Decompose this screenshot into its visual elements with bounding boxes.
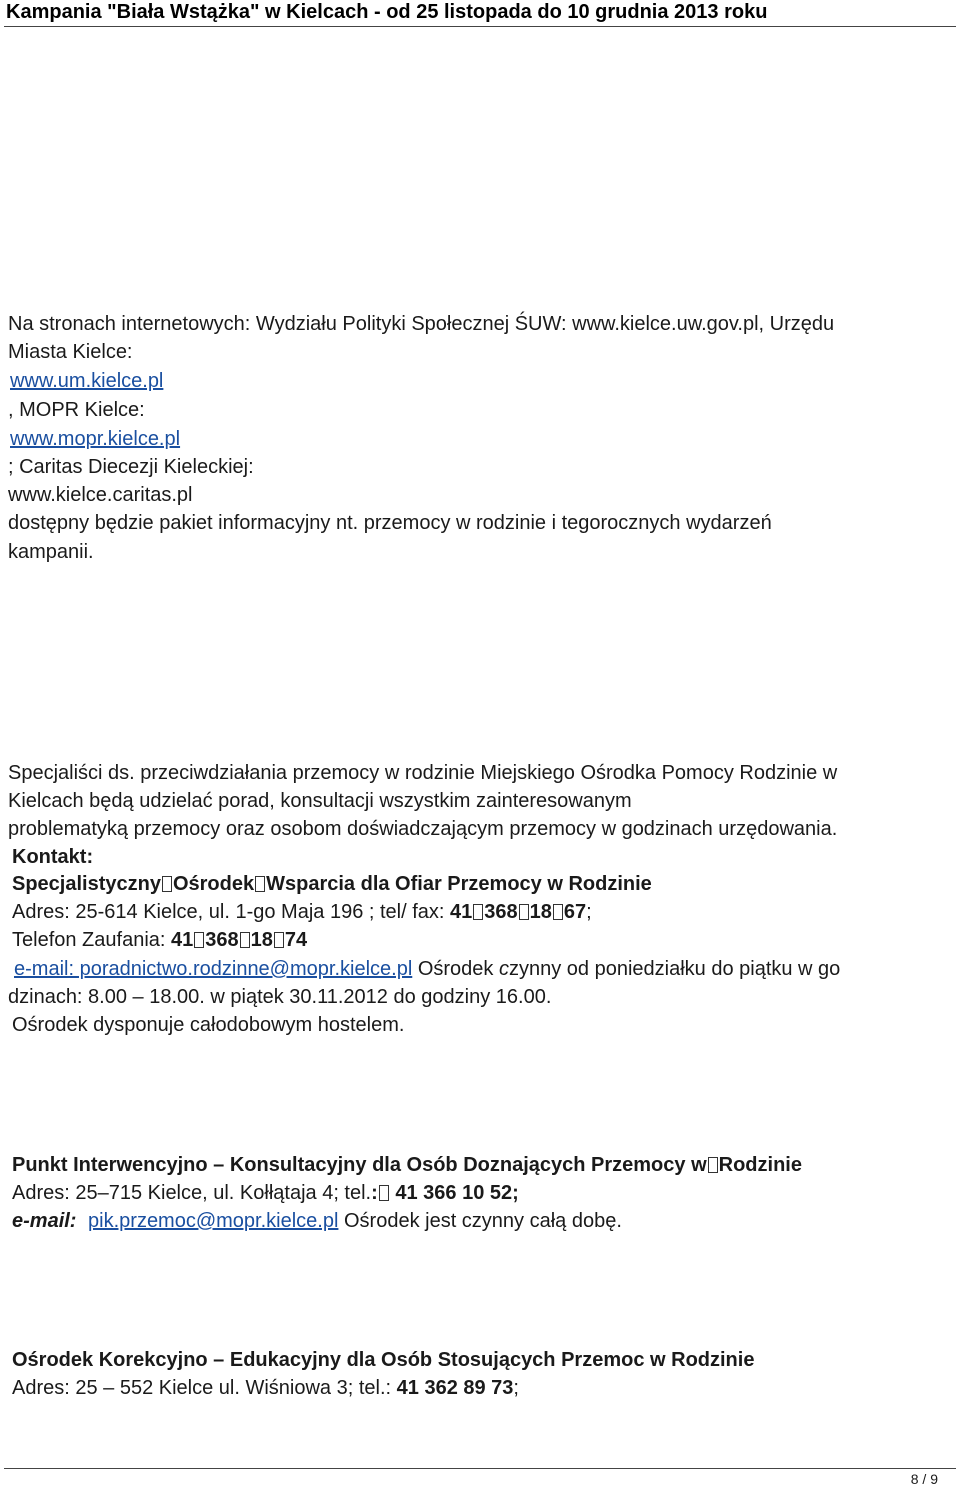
- punkt-phone: 41 366 10 52;: [389, 1182, 519, 1204]
- missing-glyph-icon: [162, 876, 172, 892]
- punkt-email-label: e-mail:: [12, 1210, 77, 1232]
- org-phone-part-2: 368: [484, 901, 518, 923]
- org-name-heading: [12, 872, 652, 896]
- header-divider: [4, 26, 956, 27]
- email-hours-line: [14, 957, 840, 981]
- hotline-part-2: 368: [205, 929, 239, 951]
- hostel-line: Ośrodek dysponuje całodobowym hostelem.: [12, 1014, 405, 1036]
- contact-label: Kontakt:: [12, 846, 94, 868]
- intro-line-6: dostępny będzie pakiet informacyjny nt. przemocy w rodzinie i tegorocznych wydarzeń: [8, 512, 772, 534]
- footer-divider: [4, 1468, 956, 1469]
- missing-glyph-icon: [194, 932, 204, 948]
- link-mopr-kielce[interactable]: www.mopr.kielce.pl: [10, 428, 181, 450]
- punkt-address-line: [12, 1181, 519, 1205]
- hours-text-a: Ośrodek: [412, 958, 499, 980]
- missing-glyph-icon: [708, 1157, 718, 1173]
- org-address-suffix: ;: [586, 901, 592, 923]
- punkt-open-text: Ośrodek jest czynny całą dobę.: [338, 1210, 622, 1232]
- specialists-line-3: problematyką przemocy oraz osobom doświadczającym przemocy w godzinach urzędowania.: [8, 818, 838, 840]
- org-name-part-2: Ośrodek: [172, 873, 255, 895]
- punkt-title-part-1: Punkt Interwencyjno – Konsultacyjny dla Osób Doznających Przemocy w: [12, 1154, 707, 1176]
- missing-glyph-icon: [240, 932, 250, 948]
- korekcyjny-address-suffix: ;: [513, 1377, 519, 1399]
- link-um-kielce[interactable]: www.um.kielce.pl: [10, 370, 164, 392]
- punkt-title-part-2: Rodzinie: [718, 1154, 802, 1176]
- intro-line-7: kampanii.: [8, 541, 94, 563]
- punkt-heading: [12, 1153, 802, 1177]
- intro-line-4: ; Caritas Diecezji Kieleckiej:: [8, 456, 254, 478]
- missing-glyph-icon: [519, 904, 529, 920]
- hotline-line: [12, 928, 307, 952]
- org-phone-part-3: 18: [529, 901, 552, 923]
- email-pik-link[interactable]: pik.przemoc@mopr.kielce.pl: [88, 1210, 339, 1232]
- org-phone-part-1: 41: [450, 901, 473, 923]
- intro-line-3: , MOPR Kielce:: [8, 399, 145, 421]
- punkt-address-colon: :: [371, 1182, 378, 1204]
- missing-glyph-icon: [553, 904, 563, 920]
- intro-line-5: www.kielce.caritas.pl: [8, 484, 193, 506]
- org-address-line: [12, 900, 592, 924]
- document-header-title: Kampania "Biała Wstążka" w Kielcach - od 25 listopada do 10 grudnia 2013 roku: [6, 1, 768, 23]
- korekcyjny-heading: Ośrodek Korekcyjno – Edukacyjny dla Osób Stosujących Przemoc w Rodzinie: [12, 1349, 755, 1371]
- hours-text-c: zynny od poniedziałku do piątku w go: [508, 958, 841, 980]
- hotline-part-1: 41: [171, 929, 194, 951]
- korekcyjny-phone: 41 362 89 73: [396, 1377, 514, 1399]
- intro-line-2: Miasta Kielce:: [8, 341, 133, 363]
- punkt-email-line: [12, 1209, 622, 1233]
- korekcyjny-address-text: Adres: 25 – 552 Kielce ul. Wiśniowa 3; tel.:: [12, 1377, 397, 1399]
- org-phone-part-4: 67: [563, 901, 587, 923]
- org-name-part-1: Specjalistyczny: [12, 873, 161, 895]
- email-poradnictwo-link[interactable]: e-mail: poradnictwo.rodzinne@mopr.kielce.pl: [14, 958, 413, 980]
- korekcyjny-address-line: [12, 1376, 519, 1400]
- missing-glyph-icon: [379, 1185, 389, 1201]
- missing-glyph-icon: [255, 876, 265, 892]
- specialists-line-1: Specjaliści ds. przeciwdziałania przemocy w rodzinie Miejskiego Ośrodka Pomocy Rodzinie w: [8, 762, 838, 784]
- page-number: 8 / 9: [910, 1471, 938, 1487]
- hotline-part-4: 74: [284, 929, 308, 951]
- hotline-part-3: 18: [250, 929, 273, 951]
- hotline-label: Telefon Zaufania:: [12, 929, 171, 951]
- hours-text-b: c: [498, 958, 509, 980]
- intro-line-1: Na stronach internetowych: Wydziału Polityki Społecznej ŚUW: www.kielce.uw.gov.pl, Urzędu: [8, 313, 835, 335]
- hours-line-2: dzinach: 8.00 – 18.00. w piątek 30.11.2012 do godziny 16.00.: [8, 986, 552, 1008]
- specialists-line-2: Kielcach będą udzielać porad, konsultacji wszystkim zainteresowanym: [8, 790, 632, 812]
- missing-glyph-icon: [274, 932, 284, 948]
- org-address-prefix: Adres: 25-614 Kielce, ul. 1-go Maja 196 ; tel/ fax:: [12, 901, 451, 923]
- punkt-address-text: Adres: 25–715 Kielce, ul. Kołłątaja 4; tel.: [12, 1182, 372, 1204]
- missing-glyph-icon: [473, 904, 483, 920]
- org-name-part-3: Wsparcia dla Ofiar Przemocy w Rodzinie: [266, 873, 652, 895]
